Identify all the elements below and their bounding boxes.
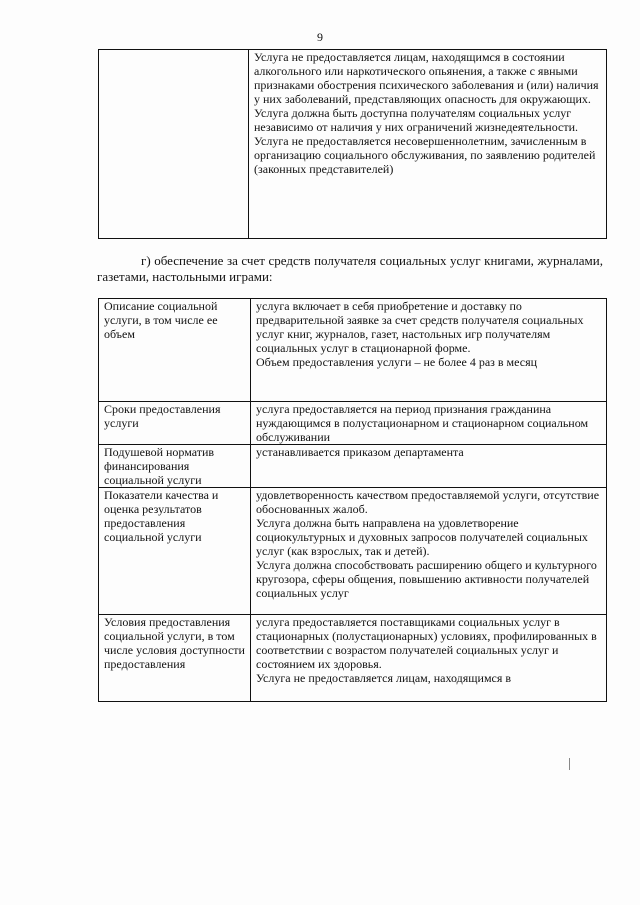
page-number: 9 <box>317 30 323 44</box>
table-row <box>99 402 607 445</box>
table-row <box>99 445 607 488</box>
row-content: услуга включает в себя приобретение и доставку по предварительной заявке за счет средств получателя социальных услуг книг, журналов, газет, настольных игр получателям социальных услуг в стационарной форме. Объем предоставления услуги – не более 4 раз в месяц <box>251 299 607 402</box>
row-content: устанавливается приказом департамента <box>251 445 607 488</box>
condition-paragraph: Услуга не предоставляется несовершеннолетним, зачисленным в организацию социального обслуживания, по заявлению родителей (законных представителей) <box>254 134 596 176</box>
scan-artifact <box>569 758 570 770</box>
section-paragraph: г) обеспечение за счет средств получателя социальных услуг книгами, журналами, газетами, настольными играми: <box>97 253 603 284</box>
row-label: Показатели качества и оценка результатов предоставления социальной услуги <box>99 488 251 615</box>
table-row <box>99 299 607 402</box>
table-row <box>99 488 607 615</box>
row-label: Сроки предоставления услуги <box>99 402 251 445</box>
row-label: Подушевой норматив финансирования социальной услуги <box>99 445 251 488</box>
table-row <box>99 615 607 702</box>
row-content: услуга предоставляется на период признания гражданина нуждающимся в полустационарном и стационарном социальном обслуживании <box>251 402 607 445</box>
condition-paragraph: Услуга не предоставляется лицам, находящимся в состоянии алкогольного или наркотического опьянения, а также с явными признаками обострения психического заболевания и (или) наличия у них заболеваний, представляющих опасность для окружающих. <box>254 50 599 106</box>
row-content: услуга предоставляется поставщиками социальных услуг в стационарных (полустационарных) условиях, профилированных в соответствии с возрастом получателей социальных услуг и состоянием их здоровья. Услуга не предоставляется лицам, находящимся в <box>251 615 607 702</box>
row-label: Условия предоставления социальной услуги, в том числе условия доступности предоставления <box>99 615 251 702</box>
service-description-table <box>98 298 607 702</box>
service-conditions-cell <box>249 50 607 239</box>
row-label: Описание социальной услуги, в том числе ее объем <box>99 299 251 402</box>
table-row <box>99 50 607 239</box>
row-content: удовлетворенность качеством предоставляемой услуги, отсутствие обоснованных жалоб. Услуга должна быть направлена на удовлетворение социокультурных и духовных запросов получателей социальных услуг (как взрослых, так и детей). Услуга должна способствовать расширению общего и культурного кругозора, сферы общения, повышению активности получателей социальных услуг <box>251 488 607 615</box>
continued-service-table <box>98 49 607 239</box>
empty-label-cell <box>99 50 249 239</box>
condition-paragraph: Услуга должна быть доступна получателям социальных услуг независимо от наличия у них ограничений жизнедеятельности. <box>254 106 579 134</box>
